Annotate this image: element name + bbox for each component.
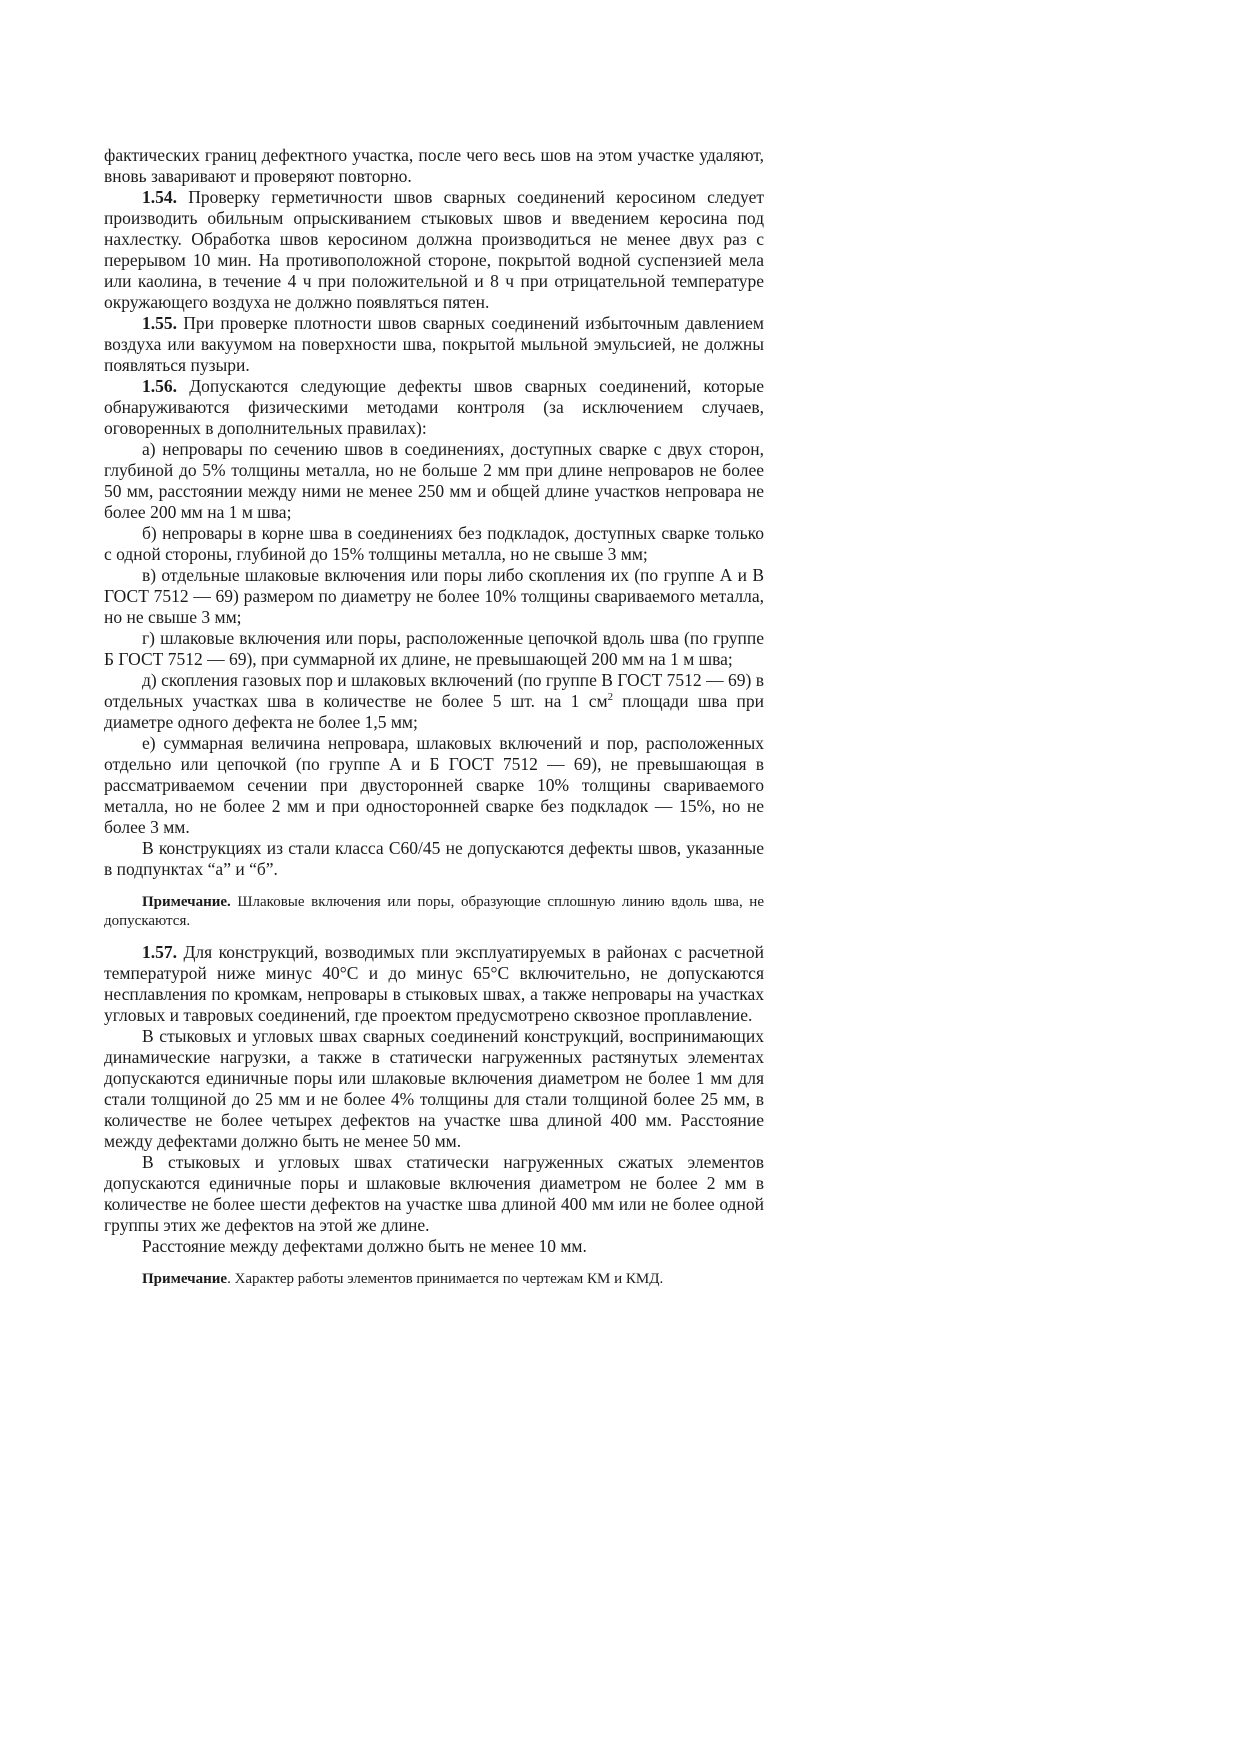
list-item-e: е) суммарная величина непровара, шлаковых включений и пор, расположенных отдельно или цепочкой (по группе А и Б ГОСТ 7512 — 69), не превышающая в рассматриваемом сечении при двусторонней сварке 10% толщины свариваемого металла, но не более 2 мм и при односторонней сварке без подкладок — 15%, но не более 3 мм. [104, 733, 764, 837]
paragraph-1-56 [104, 376, 764, 439]
list-item-b: б) непровары в корне шва в соединениях без подкладок, доступных сварке только с одной стороны, глубиной до 15% толщины металла, но не свыше 3 мм; [104, 523, 764, 564]
list-item-g: г) шлаковые включения или поры, расположенные цепочкой вдоль шва (по группе Б ГОСТ 7512 — 69), при суммарной их длине, не превышающей 200 мм на 1 м шва; [104, 628, 764, 669]
clause-number-1-54: 1.54. [142, 187, 177, 207]
paragraph-c60-45: В конструкциях из стали класса С60/45 не допускаются дефекты швов, указанные в подпунктах “а” и “б”. [104, 838, 764, 879]
paragraph-text: площади шва при диаметре одного дефекта не более 1,5 мм; [104, 691, 764, 732]
note-label: Примечание. [142, 894, 231, 910]
paragraph-distance-10mm: Расстояние между дефектами должно быть не менее 10 мм. [142, 1236, 587, 1256]
list-item-v: в) отдельные шлаковые включения или поры либо скопления их (по группе А и В ГОСТ 7512 — 69) размером по диаметру не более 10% толщины свариваемого металла, но не свыше 3 мм; [104, 565, 764, 627]
list-item-a: а) непровары по сечению швов в соединениях, доступных сварке с двух сторон, глубиной до 5% толщины металла, но не больше 2 мм при длине непроваров не более 50 мм, расстоянии между ними не менее 250 мм и общей длине участков непровара не более 200 мм на 1 м шва; [104, 439, 764, 522]
superscript-2: 2 [607, 691, 613, 704]
note-element-work [104, 1270, 764, 1289]
paragraph-text: Для конструкций, возводимых пли эксплуатируемых в районах с расчетной температурой ниже минус 40°С и до минус 65°С включительно, не допускаются несплавления по кромкам, непровары в стыковых швах, а также непровары на участках угловых и тавровых соединений, где проектом предусмотрено сквозное проплавление. [104, 942, 764, 1025]
paragraph-dynamic-loads: В стыковых и угловых швах сварных соединений конструкций, воспринимающих динамические нагрузки, а также в статически нагруженных растянутых элементах допускаются единичные поры или шлаковые включения диаметром не более 1 мм для стали толщиной до 25 мм и не более 4% толщины для стали толщиной более 25 мм, в количестве не более четырех дефектов на участке шва длиной 400 мм. Расстояние между дефектами должно быть не менее 50 мм. [104, 1026, 764, 1151]
list-item-d [104, 670, 764, 733]
note-slag-inclusions [104, 893, 764, 931]
paragraph-text: д) скопления газовых пор и шлаковых включений (по группе В ГОСТ 7512 — 69) в отдельных участках шва в количестве не более 5 шт. на 1 см [104, 670, 764, 711]
note-text: . Характер работы элементов принимается по чертежам КМ и КМД. [227, 1271, 664, 1287]
paragraph-text: При проверке плотности швов сварных соединений избыточным давлением воздуха или вакуумом на поверхности шва, покрытой мыльной эмульсией, не должны появляться пузыри. [104, 313, 764, 375]
paragraph-1-55 [104, 313, 764, 376]
paragraph-1-54 [104, 187, 764, 313]
clause-number-1-57: 1.57. [142, 942, 177, 962]
text-column [104, 145, 764, 1289]
paragraph-static-compressed: В стыковых и угловых швах статически нагруженных сжатых элементов допускаются единичные поры и шлаковые включения диаметром не более 2 мм в количестве не более шести дефектов на участке шва длиной 400 мм или не более одной группы этих же дефектов на этой же длине. [104, 1152, 764, 1235]
paragraph-continuation: фактических границ дефектного участка, после чего весь шов на этом участке удаляют, вновь заваривают и проверяют повторно. [104, 145, 764, 186]
clause-number-1-55: 1.55. [142, 313, 177, 333]
paragraph-1-57 [104, 942, 764, 1026]
paragraph-text: Проверку герметичности швов сварных соединений керосином следует производить обильным опрыскиванием стыковых швов и введением керосина под нахлестку. Обработка швов керосином должна производиться не менее двух раз с перерывом 10 мин. На противоположной стороне, покрытой водной суспензией мела или каолина, в течение 4 ч при положительной и 8 ч при отрицательной температуре окружающего воздуха не должно появляться пятен. [104, 187, 764, 312]
paragraph-text: Допускаются следующие дефекты швов сварных соединений, которые обнаруживаются физическими методами контроля (за исключением случаев, оговоренных в дополнительных правилах): [104, 376, 764, 438]
note-label: Примечание [142, 1271, 228, 1287]
clause-number-1-56: 1.56. [142, 376, 177, 396]
note-text: Шлаковые включения или поры, образующие сплошную линию вдоль шва, не допускаются. [104, 894, 764, 929]
